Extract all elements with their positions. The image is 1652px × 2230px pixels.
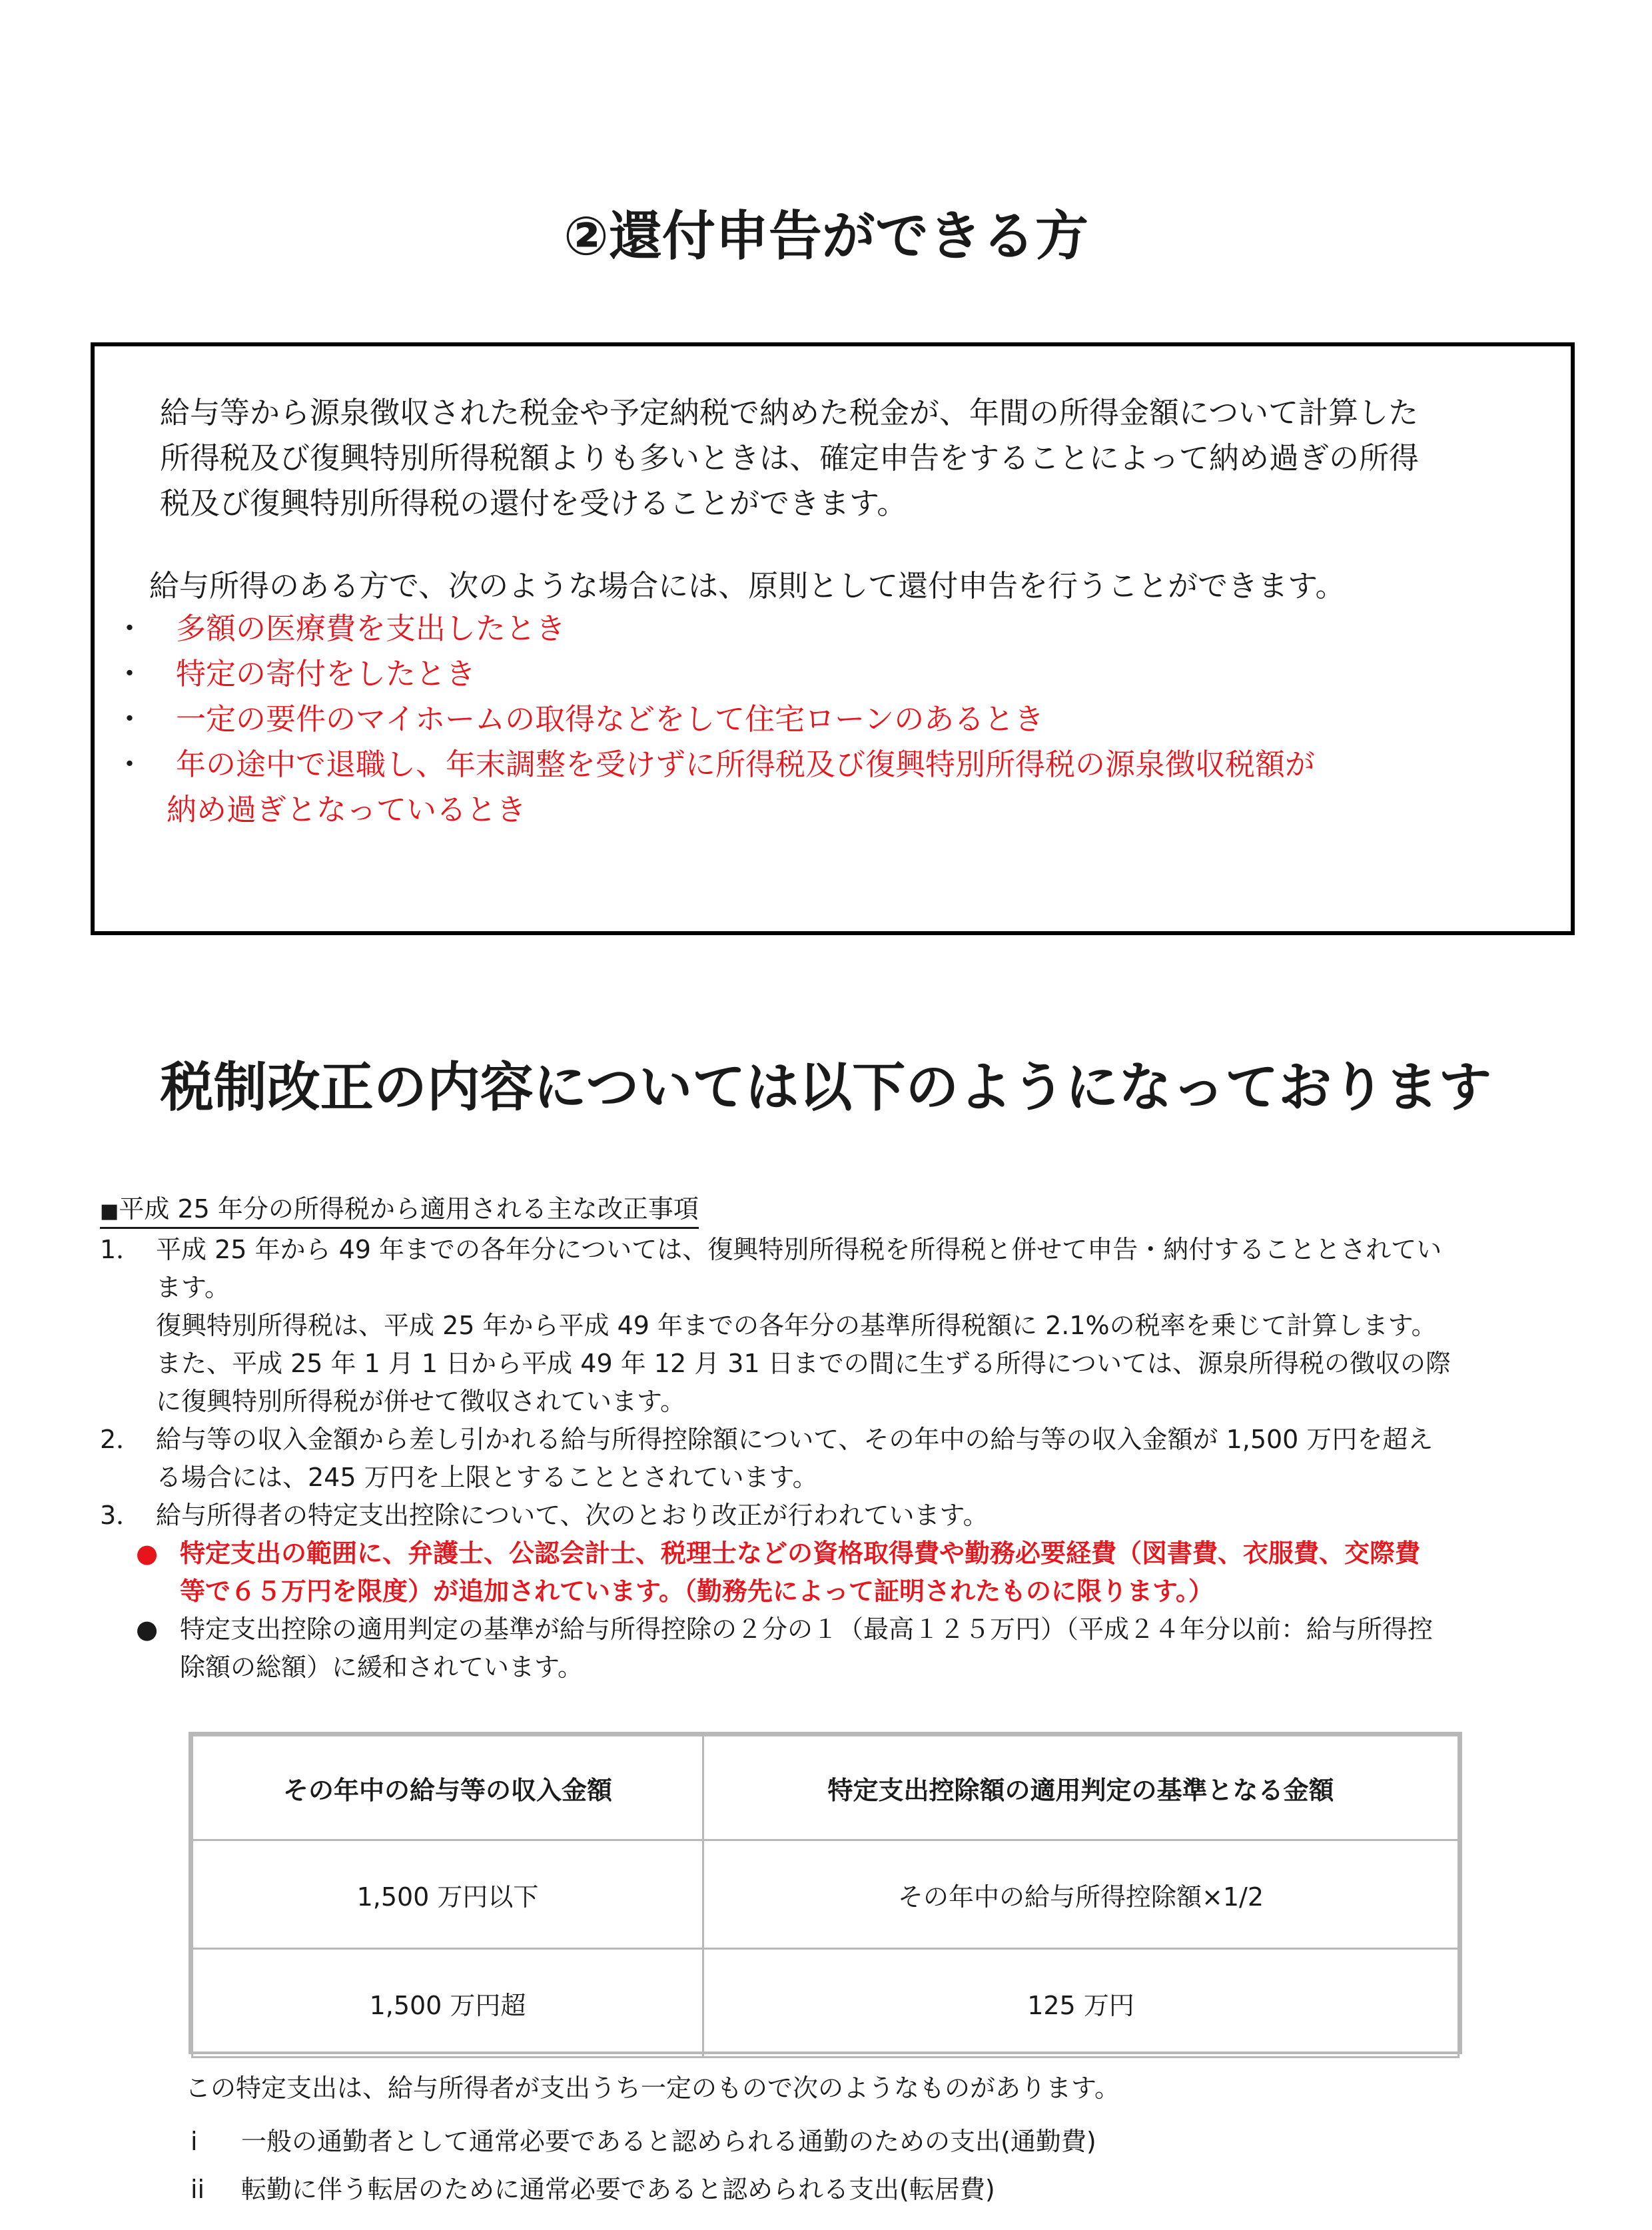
bullet-marker: ・ xyxy=(115,747,145,782)
item-line: 平成 25 年から 49 年までの各年分については、復興特別所得税を所得税と併せて申告・納付することとされてい xyxy=(156,1235,1442,1264)
list-item xyxy=(115,651,1315,697)
square-icon: ■ xyxy=(100,1200,119,1223)
item-line: る場合には、245 万円を上限とすることとされています。 xyxy=(156,1463,818,1492)
item-line: 給与所得者の特定支出控除について、次のとおり改正が行われています。 xyxy=(156,1501,989,1530)
refund-cases-list xyxy=(115,606,1315,833)
item-line: また、平成 25 年 1 月 1 日から平成 49 年 12 月 31 日までの間に生ずる所得については、源泉所得税の徴収の際 xyxy=(156,1349,1451,1378)
table-header: 特定支出控除額の適用判定の基準となる金額 xyxy=(703,1736,1459,1840)
page-title: ②還付申告ができる方 xyxy=(564,205,1088,267)
bullet-marker: ・ xyxy=(115,656,145,691)
item-line: 給与等の収入金額から差し引かれる給与所得控除額について、その年中の給与等の収入金額が 1,500 万円を超え xyxy=(156,1425,1434,1454)
list-item xyxy=(115,742,1315,833)
list-item xyxy=(191,2125,1096,2173)
bullet-text: 特定の寄付をしたとき xyxy=(176,656,476,691)
circle-bullet-icon: ● xyxy=(136,1615,159,1644)
bullet-text: 一定の要件のマイホームの取得などをして住宅ローンのあるとき xyxy=(176,701,1044,737)
sub-item-highlight xyxy=(136,1535,1552,1611)
sub-item-line: 特定支出控除の適用判定の基準が給与所得控除の２分の１（最高１２５万円）（平成２４年分以前：給与所得控 xyxy=(180,1615,1434,1644)
table-cell: 1,500 万円超 xyxy=(193,1949,703,2057)
list-item xyxy=(100,1421,1552,1497)
table-cell: その年中の給与所得控除額×1/2 xyxy=(703,1840,1459,1949)
refund-description-line: 給与等から源泉徴収された税金や予定納税で納めた税金が、年間の所得金額について計算した xyxy=(160,395,1419,430)
refund-cases-intro: 給与所得のある方で、次のような場合には、原則として還付申告を行うことができます。 xyxy=(149,568,1346,603)
sub-item xyxy=(136,1611,1552,1686)
sub-heading-text: 平成 25 年分の所得税から適用される主な改正事項 xyxy=(119,1194,699,1224)
table-cell: 1,500 万円以下 xyxy=(193,1840,703,1949)
bullet-marker: ・ xyxy=(115,611,145,646)
roman-numeral: ii xyxy=(191,2175,205,2204)
revision-list xyxy=(100,1231,1552,1686)
sub-item-line: 除額の総額）に緩和されています。 xyxy=(180,1653,583,1682)
roman-numeral: i xyxy=(191,2127,198,2156)
specific-expense-list xyxy=(191,2125,1096,2221)
bullet-text: 多額の医療費を支出したとき xyxy=(176,611,566,646)
item-line: 復興特別所得税は、平成 25 年から平成 49 年までの各年分の基準所得税額に 2.1%の税率を乗じて計算します。 xyxy=(156,1311,1437,1340)
section-title: 税制改正の内容については以下のようになっております xyxy=(160,1056,1492,1118)
table-cell: 125 万円 xyxy=(703,1949,1459,2057)
sub-item-line: 等で６５万円を限度）が追加されています。（勤務先によって証明されたものに限ります。） xyxy=(180,1577,1214,1606)
bullet-text: 年の途中で退職し、年末調整を受けずに所得税及び復興特別所得税の源泉徴収税額が xyxy=(176,747,1316,782)
specific-expense-intro: この特定支出は、給与所得者が支出うち一定のもので次のようなものがあります。 xyxy=(185,2073,1120,2103)
list-item xyxy=(100,1231,1552,1421)
bullet-text: 納め過ぎとなっているとき xyxy=(167,792,527,827)
bullet-marker: ・ xyxy=(115,701,145,737)
refund-description-line: 税及び復興特別所得税の還付を受けることができます。 xyxy=(160,486,907,521)
table-row xyxy=(193,1840,1459,1949)
list-item xyxy=(115,606,1315,651)
item-line: ます。 xyxy=(156,1273,230,1302)
refund-description xyxy=(160,390,1419,526)
item-number: 1． xyxy=(100,1235,142,1264)
sub-item-line: 特定支出の範囲に、弁護士、公認会計士、税理士などの資格取得費や勤務必要経費（図書費、衣服費、交際費 xyxy=(180,1539,1421,1568)
list-item xyxy=(191,2173,1096,2221)
table-row xyxy=(193,1949,1459,2057)
criteria-table xyxy=(191,1734,1459,2058)
expense-text: 一般の通勤者として通常必要であると認められる通勤のための支出(通勤費) xyxy=(241,2127,1096,2156)
list-item xyxy=(100,1497,1552,1686)
sub-heading xyxy=(100,1194,699,1229)
item-line: に復興特別所得税が併せて徴収されています。 xyxy=(156,1387,685,1416)
expense-text: 転勤に伴う転居のために通常必要であると認められる支出(転居費) xyxy=(241,2175,995,2204)
item-number: 3． xyxy=(100,1501,142,1530)
refund-info-box xyxy=(91,342,1575,935)
item-number: 2． xyxy=(100,1425,142,1454)
table-header-row xyxy=(193,1736,1459,1840)
table-header: その年中の給与等の収入金額 xyxy=(193,1736,703,1840)
circle-bullet-icon: ● xyxy=(136,1539,159,1568)
refund-description-line: 所得税及び復興特別所得税額よりも多いときは、確定申告をすることによって納め過ぎの所得 xyxy=(160,440,1420,476)
list-item xyxy=(115,697,1315,742)
deduction-criteria-table xyxy=(189,1732,1462,2054)
